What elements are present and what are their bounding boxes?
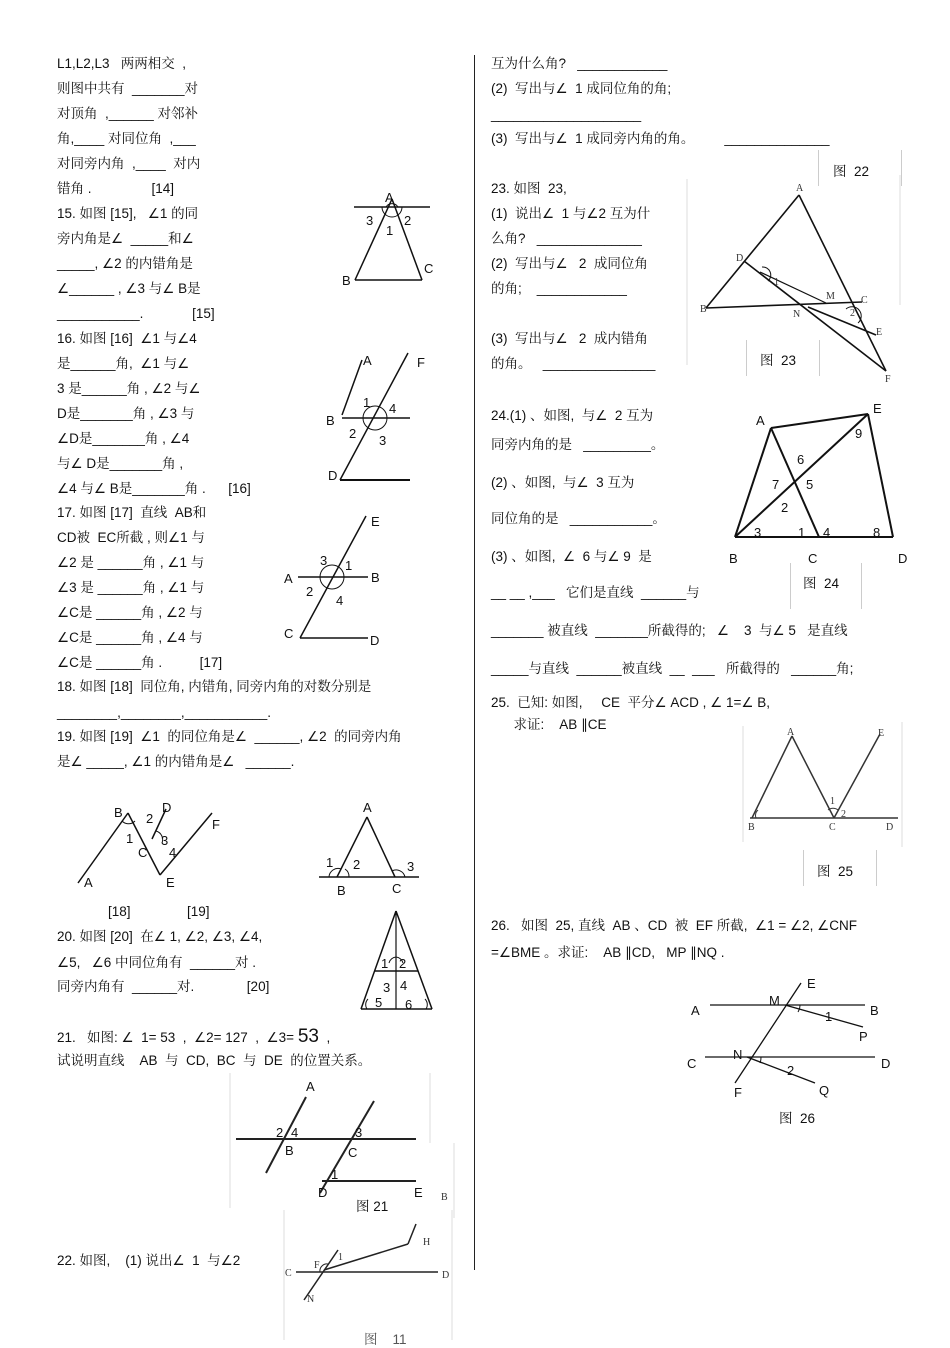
q21-line1 [57,1028,330,1047]
svg-text:E: E [878,728,885,739]
svg-text:A: A [787,727,795,738]
caption-26: 图 26 [779,1111,816,1126]
q24-line5: (3) 、如图, ∠ 6 与∠ 9 是 [491,549,652,564]
svg-text:F: F [734,1085,742,1100]
q23-line6: (3) 写出与∠ 2 成内错角 [491,331,648,346]
q25-line2: 求证: AB ∥CE [491,717,607,732]
svg-text:D: D [898,551,908,566]
right-line-1: 互为什么角? ____________ [491,56,668,71]
svg-text:5: 5 [806,477,814,492]
svg-text:D: D [736,253,744,264]
svg-text:B: B [371,570,380,585]
svg-text:B: B [337,883,346,898]
left-line-19: 17. 如图 [17] 直线 AB和 [57,505,207,520]
q26-line2: =∠BME 。求证: AB ∥CD, MP ∥NQ . [491,945,725,960]
svg-text:4: 4 [823,525,831,540]
svg-text:2: 2 [781,500,789,515]
svg-text:C: C [284,626,294,641]
svg-text:B: B [114,805,123,820]
svg-text:B: B [285,1143,294,1158]
q23-line5: 的角; ____________ [491,281,627,296]
left-line-17: 与∠ D是_______角 , [57,456,184,471]
svg-text:A: A [385,190,394,205]
left-line-2: 则图中共有 _______对 [57,81,199,96]
svg-text:B: B [748,822,755,833]
q20-line2: ∠5, ∠6 中同位角有 ______对 . [57,955,257,970]
svg-text:F: F [885,374,891,385]
q19-line2: 是∠ _____, ∠1 的内错角是∠ ______. [57,754,295,769]
q24-line8: _____与直线 ______被直线 __ ___ 所截得的 ______角; [491,661,854,676]
svg-text:3: 3 [383,980,391,995]
svg-text:2: 2 [850,308,855,319]
svg-text:E: E [807,976,816,991]
figure-21 [228,1073,456,1218]
left-line-7: 15. 如图 [15], ∠1 的同 [57,206,199,221]
q23-line3: 么角? ______________ [491,231,642,246]
svg-text:A: A [306,1079,315,1094]
caption-24: 图 24 [803,576,840,591]
svg-text:D: D [886,822,894,833]
caption-21: 图 21 [356,1199,389,1214]
caption-18: [18] [108,904,131,919]
left-line-9: _____, ∠2 的内错角是 [57,256,193,271]
right-line-4: (3) 写出与∠ 1 成同旁内角的角。 ______________ [491,131,830,146]
left-line-8: 旁内角是∠ _____和∠ [57,231,194,246]
svg-text:2: 2 [306,584,314,599]
svg-text:C: C [687,1056,697,1071]
svg-text:3: 3 [366,213,374,228]
svg-text:2: 2 [349,426,357,441]
svg-text:C: C [861,295,868,306]
caption-19: [19] [187,904,210,919]
q24-line1: 24.(1) 、如图, 与∠ 2 互为 [491,408,654,423]
svg-text:1: 1 [386,223,394,238]
svg-text:N: N [733,1047,743,1062]
svg-text:C: C [829,822,836,833]
svg-text:6: 6 [797,452,805,467]
q24-line2: 同旁内角的是 _________。 [491,437,665,452]
svg-text:2: 2 [841,809,846,820]
svg-text:A: A [756,413,765,428]
q23-line7: 的角。 _______________ [491,356,656,371]
svg-text:C: C [392,881,402,896]
left-line-3: 对顶角 ,______ 对邻补 [57,106,199,121]
svg-text:C: C [424,261,434,276]
svg-text:A: A [284,571,293,586]
left-line-18: ∠4 与∠ B是_______角 . [16] [57,481,251,496]
left-line-4: 角,____ 对同位角 ,___ [57,131,196,146]
left-line-13: 是______角, ∠1 与∠ [57,356,190,371]
svg-text:1: 1 [345,558,353,573]
q21-big-number: 53 [297,1026,319,1047]
left-line-23: ∠C是 ______角 , ∠2 与 [57,605,203,620]
figure-15 [330,185,450,295]
figure-25 [742,722,907,847]
svg-text:6: 6 [405,997,413,1012]
svg-text:N: N [307,1294,315,1305]
svg-text:M: M [769,993,780,1008]
svg-text:3: 3 [379,433,387,448]
figure-24 [725,400,915,570]
svg-text:1: 1 [381,956,389,971]
svg-text:E: E [371,514,380,529]
svg-text:D: D [328,468,338,483]
svg-text:4: 4 [169,845,177,860]
svg-text:2: 2 [404,213,412,228]
svg-text:A: A [363,353,372,368]
svg-text:4: 4 [400,978,408,993]
svg-text:1: 1 [363,395,371,410]
svg-text:9: 9 [855,426,863,441]
left-line-15: D是_______角 , ∠3 与 [57,406,195,421]
q21-line2: 试说明直线 AB 与 CD, BC 与 DE 的位置关系。 [57,1053,372,1068]
figure-11 [280,1210,455,1345]
svg-text:B: B [729,551,738,566]
caption-23: 图 23 [760,353,797,368]
svg-text:M: M [826,291,835,302]
svg-text:D: D [881,1056,891,1071]
svg-text:2: 2 [787,1063,795,1078]
svg-text:1: 1 [338,1252,343,1263]
svg-text:1: 1 [798,525,806,540]
svg-text:E: E [876,327,883,338]
svg-text:B: B [700,304,707,315]
figure-19 [315,795,425,900]
svg-text:3: 3 [407,859,415,874]
figure-20 [355,905,440,1015]
svg-text:1: 1 [126,831,134,846]
svg-text:B: B [870,1003,879,1018]
svg-text:E: E [166,875,175,890]
svg-text:B: B [342,273,351,288]
figure-18 [70,795,230,895]
svg-text:1: 1 [331,1167,339,1182]
svg-text:4: 4 [291,1125,299,1140]
svg-text:F: F [212,817,220,832]
caption-25: 图 25 [817,864,854,879]
svg-text:7: 7 [772,477,780,492]
figure-16 [320,345,430,490]
svg-text:D: D [370,633,380,648]
q24-line4: 同位角的是 ___________。 [491,511,666,526]
caption-11: 图 11 [364,1332,407,1347]
left-line-1: L1,L2,L3 两两相交 , [57,56,187,71]
left-line-20: CD被 EC所截 , 则∠1 与 [57,530,205,545]
right-line-2: (2) 写出与∠ 1 成同位角的角; [491,81,672,96]
svg-text:B: B [441,1192,448,1203]
right-line-3: ____________________ [491,107,642,122]
svg-text:D: D [442,1270,450,1281]
q24-line7: _______ 被直线 _______所截得的; ∠ 3 与∠ 5 是直线 [491,623,848,638]
left-line-21: ∠2 是 ______角 , ∠1 与 [57,555,205,570]
svg-text:A: A [796,183,804,194]
q23-line1: 23. 如图 23, [491,181,567,196]
svg-text:5: 5 [375,995,383,1010]
svg-text:H: H [423,1237,431,1248]
svg-text:C: C [138,845,148,860]
q21-text-b: , [318,1030,331,1045]
svg-text:N: N [793,309,801,320]
svg-text:B: B [326,413,335,428]
svg-text:8: 8 [873,525,881,540]
q18-line1: 18. 如图 [18] 同位角, 内错角, 同旁内角的对数分别是 [57,679,372,694]
left-line-24: ∠C是 ______角 , ∠4 与 [57,630,203,645]
left-line-5: 对同旁内角 ,____ 对内 [57,156,201,171]
svg-text:C: C [808,551,818,566]
svg-text:2: 2 [353,857,361,872]
svg-text:D: D [162,800,172,815]
column-divider [474,55,475,1270]
svg-text:P: P [859,1029,868,1044]
caption-22: 图 22 [833,164,870,179]
svg-text:Q: Q [819,1083,830,1098]
svg-text:3: 3 [355,1125,363,1140]
svg-text:1: 1 [825,1009,833,1024]
q22-line1: 22. 如图, (1) 说出∠ 1 与∠2 [57,1253,241,1268]
q25-line1: 25. 已知: 如图, CE 平分∠ ACD , ∠ 1=∠ B, [491,695,770,710]
svg-text:E: E [873,401,882,416]
svg-text:2: 2 [146,811,154,826]
q23-line2: (1) 说出∠ 1 与∠2 互为什 [491,206,651,221]
q20-line3: 同旁内角有 ______对. [20] [57,979,270,994]
svg-text:3: 3 [161,833,169,848]
left-line-25: ∠C是 ______角 . [17] [57,655,223,670]
svg-text:3: 3 [754,525,762,540]
svg-text:3: 3 [320,553,328,568]
svg-text:1: 1 [830,796,835,807]
svg-text:F: F [314,1260,320,1271]
left-line-6: 错角 . [14] [57,181,175,196]
left-line-14: 3 是______角 , ∠2 与∠ [57,381,201,396]
left-line-16: ∠D是_______角 , ∠4 [57,431,190,446]
svg-text:1: 1 [326,855,334,870]
svg-text:C: C [285,1268,292,1279]
q21-text-a: 21. 如图: ∠ 1= 53 , ∠2= 127 , ∠3= [57,1030,298,1045]
svg-text:A: A [691,1003,700,1018]
q24-line3: (2) 、如图, 与∠ 3 互为 [491,475,635,490]
svg-text:D: D [318,1185,328,1200]
svg-text:2: 2 [276,1125,284,1140]
svg-text:A: A [363,800,372,815]
svg-text:1: 1 [774,277,779,288]
q24-line6: __ __ ,___ 它们是直线 ______与 [491,585,700,600]
svg-text:4: 4 [336,593,344,608]
svg-text:2: 2 [399,956,407,971]
q19-line1: 19. 如图 [19] ∠1 的同位角是∠ ______, ∠2 的同旁内角 [57,729,402,744]
q26-line1: 26. 如图 25, 直线 AB 、CD 被 EF 所截, ∠1 = ∠2, ∠CNF [491,918,858,933]
left-line-10: ∠______ , ∠3 与∠ B是 [57,281,201,296]
q18-line2: ________,________,___________. [57,705,271,720]
figure-26 [685,975,900,1105]
left-line-12: 16. 如图 [16] ∠1 与∠4 [57,331,197,346]
svg-text:C: C [348,1145,358,1160]
q23-line4: (2) 写出与∠ 2 成同位角 [491,256,648,271]
figure-17 [280,510,400,650]
q20-line1: 20. 如图 [20] 在∠ 1, ∠2, ∠3, ∠4, [57,929,263,944]
svg-text:E: E [414,1185,423,1200]
left-line-11: ___________. [15] [57,306,215,321]
svg-text:A: A [84,875,93,890]
svg-text:4: 4 [389,401,397,416]
svg-text:F: F [417,355,425,370]
left-line-22: ∠3 是 ______角 , ∠1 与 [57,580,205,595]
